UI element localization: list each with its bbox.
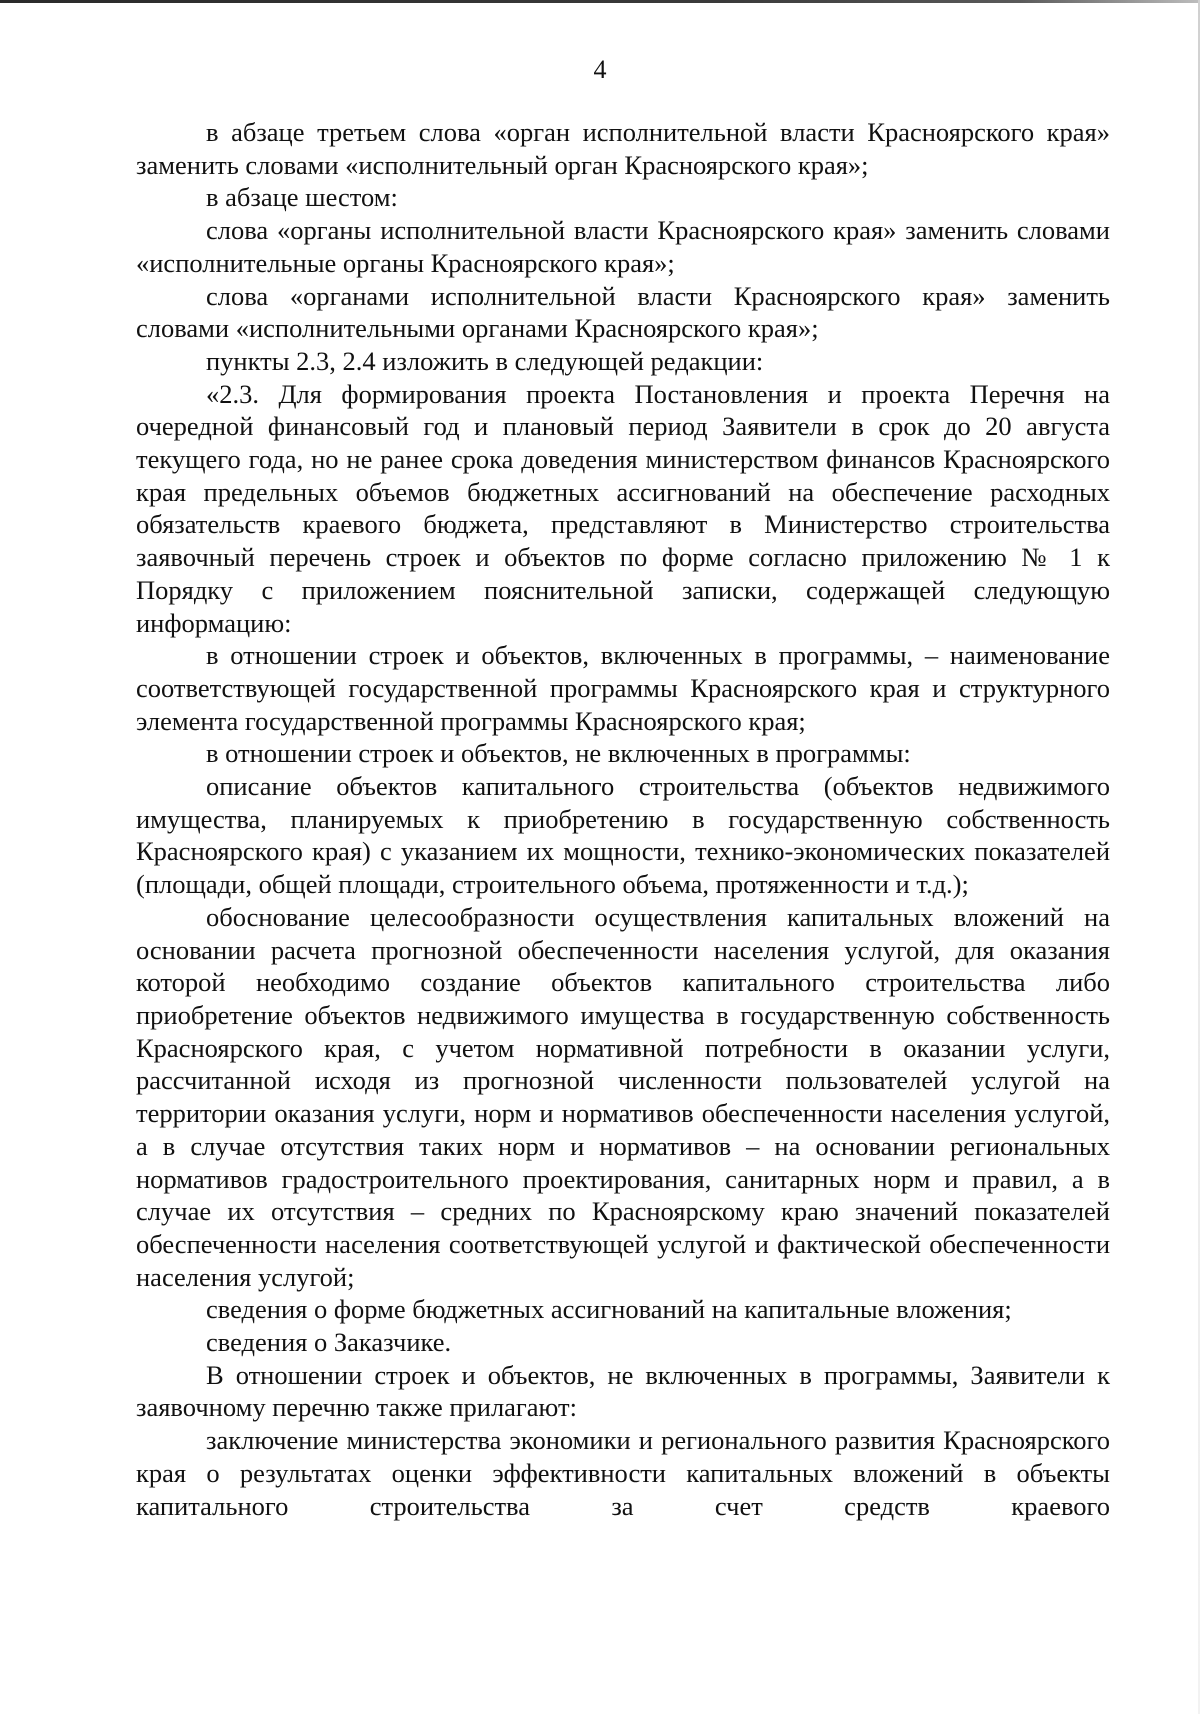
paragraph-12: сведения о Заказчике.	[206, 1327, 452, 1358]
paragraph-3: слова «органы исполнительной власти Красноярского края» заменить словами «исполнительные органы Красноярского края»;	[136, 215, 1110, 278]
paragraph-6: «2.3. Для формирования проекта Постановления и проекта Перечня на очередной финансовый год и плановый период Заявители в срок до 20 августа текущего года, но не ранее срока доведения министерством финансов Красноярского края предельных объемов бюджетных ассигнований на обеспечение расходных обязательств краевого бюджета, представляют в Министерство строительства заявочный перечень строек и объектов по форме согласно приложению № 1 к Порядку с приложением пояснительной записки, содержащей следующую информацию:	[136, 378, 1110, 638]
paragraph-8: в отношении строек и объектов, не включенных в программы:	[206, 738, 911, 769]
paragraph-14: заключение министерства экономики и регионального развития Красноярского края о результатах оценки эффективности капитальных вложений в объекты капитального строительства за счет средств краевого	[136, 1425, 1110, 1521]
paragraph-5: пункты 2.3, 2.4 изложить в следующей редакции:	[206, 345, 764, 376]
paragraph-9: описание объектов капитального строительства (объектов недвижимого имущества, планируемых к приобретению в государственную собственность Красноярского края) с указанием их мощности, технико-экономических показателей (площади, общей площади, строительного объема, протяженности и т.д.);	[136, 771, 1110, 900]
paragraph-11: сведения о форме бюджетных ассигнований на капитальные вложения;	[206, 1294, 1012, 1325]
page-number: 4	[593, 55, 607, 84]
paragraph-1: в абзаце третьем слова «орган исполнительной власти Красноярского края» заменить словами «исполнительный орган Красноярского края»;	[136, 117, 1110, 180]
paragraph-2: в абзаце шестом:	[206, 182, 398, 213]
paragraph-10: обоснование целесообразности осуществления капитальных вложений на основании расчета прогнозной обеспеченности населения услугой, для оказания которой необходимо создание объектов капитального строительства либо приобретение объектов недвижимого имущества в государственную собственность Красноярского края, с учетом нормативной потребности в оказании услуги, рассчитанной исходя из прогнозной численности пользователей услугой на территории оказания услуги, норм и нормативов обеспеченности населения услугой, а в случае отсутствия таких норм и нормативов – на основании региональных нормативов градостроительного проектирования, санитарных норм и правил, а в случае их отсутствия – средних по Красноярскому краю значений показателей обеспеченности населения соответствующей услугой и фактической обеспеченности населения услугой;	[136, 901, 1110, 1292]
paragraph-13: В отношении строек и объектов, не включенных в программы, Заявители к заявочному перечню также прилагают:	[136, 1359, 1110, 1423]
paragraph-7: в отношении строек и объектов, включенных в программы, – наименование соответствующей государственной программы Красноярского края и структурного элемента государственной программы Красноярского края;	[136, 640, 1110, 736]
paragraph-4: слова «органами исполнительной власти Красноярского края» заменить словами «исполнительными органами Красноярского края»;	[136, 280, 1110, 344]
scan-top-edge	[0, 0, 1200, 3]
document-body	[136, 116, 1110, 1522]
